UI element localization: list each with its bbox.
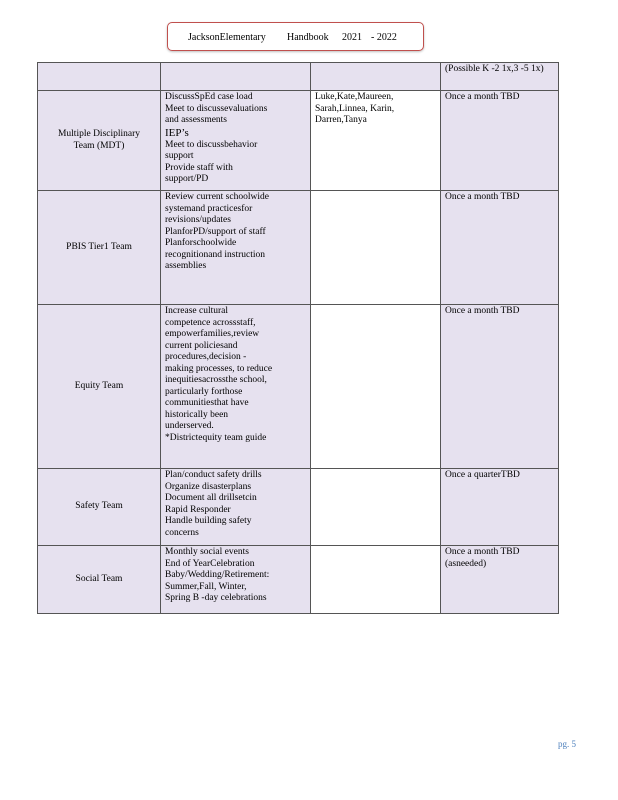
header-year-end: - 2022 bbox=[371, 32, 397, 43]
page-header bbox=[167, 22, 424, 51]
frequency-cell: Once a month TBD bbox=[441, 191, 559, 305]
table-row bbox=[38, 91, 559, 191]
members-cell bbox=[311, 305, 441, 469]
teams-table bbox=[37, 62, 559, 614]
members-cell bbox=[311, 546, 441, 614]
table-row bbox=[38, 305, 559, 469]
header-year-start: 2021 bbox=[342, 32, 362, 43]
team-cell: Multiple Disciplinary Team (MDT) bbox=[38, 91, 161, 191]
tasks-cell: Plan/conduct safety drills Organize disasterplans Document all drillsetcin Rapid Responder Handle building safety concerns bbox=[161, 469, 311, 546]
table-row bbox=[38, 546, 559, 614]
page-number: pg. 5 bbox=[558, 739, 576, 749]
team-cell: Safety Team bbox=[38, 469, 161, 546]
frequency-cell: Once a month TBD bbox=[441, 91, 559, 191]
header-school: JacksonElementary bbox=[188, 32, 266, 43]
team-cell: PBIS Tier1 Team bbox=[38, 191, 161, 305]
frequency-cell: (Possible K -2 1x,3 -5 1x) bbox=[441, 63, 559, 91]
team-cell bbox=[38, 63, 161, 91]
table-row bbox=[38, 469, 559, 546]
members-cell bbox=[311, 191, 441, 305]
header-doc: Handbook bbox=[287, 32, 329, 43]
tasks-cell: Review current schoolwide systemand practicesfor revisions/updates PlanforPD/support of staff Planforschoolwide recognitionand instruction assemblies bbox=[161, 191, 311, 305]
team-cell: Equity Team bbox=[38, 305, 161, 469]
tasks-cell: Monthly social events End of YearCelebration Baby/Wedding/Retirement: Summer,Fall, Winter, Spring B -day celebrations bbox=[161, 546, 311, 614]
tasks-cell: DiscussSpEd case load Meet to discussevaluations and assessments IEP’s Meet to discussbehavior support Provide staff with support/PD bbox=[161, 91, 311, 191]
frequency-cell: Once a quarterTBD bbox=[441, 469, 559, 546]
tasks-cell bbox=[161, 63, 311, 91]
tasks-cell: Increase cultural competence acrossstaff, empowerfamilies,review current policiesand procedures,decision - making processes, to reduce inequitiesacrossthe school, particularly forthose communitiesthat have historically been underserved. *Districtequity team guide bbox=[161, 305, 311, 469]
team-cell: Social Team bbox=[38, 546, 161, 614]
members-cell: Luke,Kate,Maureen, Sarah,Linnea, Karin, Darren,Tanya bbox=[311, 91, 441, 191]
table-row bbox=[38, 63, 559, 91]
frequency-cell: Once a month TBD (asneeded) bbox=[441, 546, 559, 614]
members-cell bbox=[311, 63, 441, 91]
frequency-cell: Once a month TBD bbox=[441, 305, 559, 469]
table-row bbox=[38, 191, 559, 305]
members-cell bbox=[311, 469, 441, 546]
